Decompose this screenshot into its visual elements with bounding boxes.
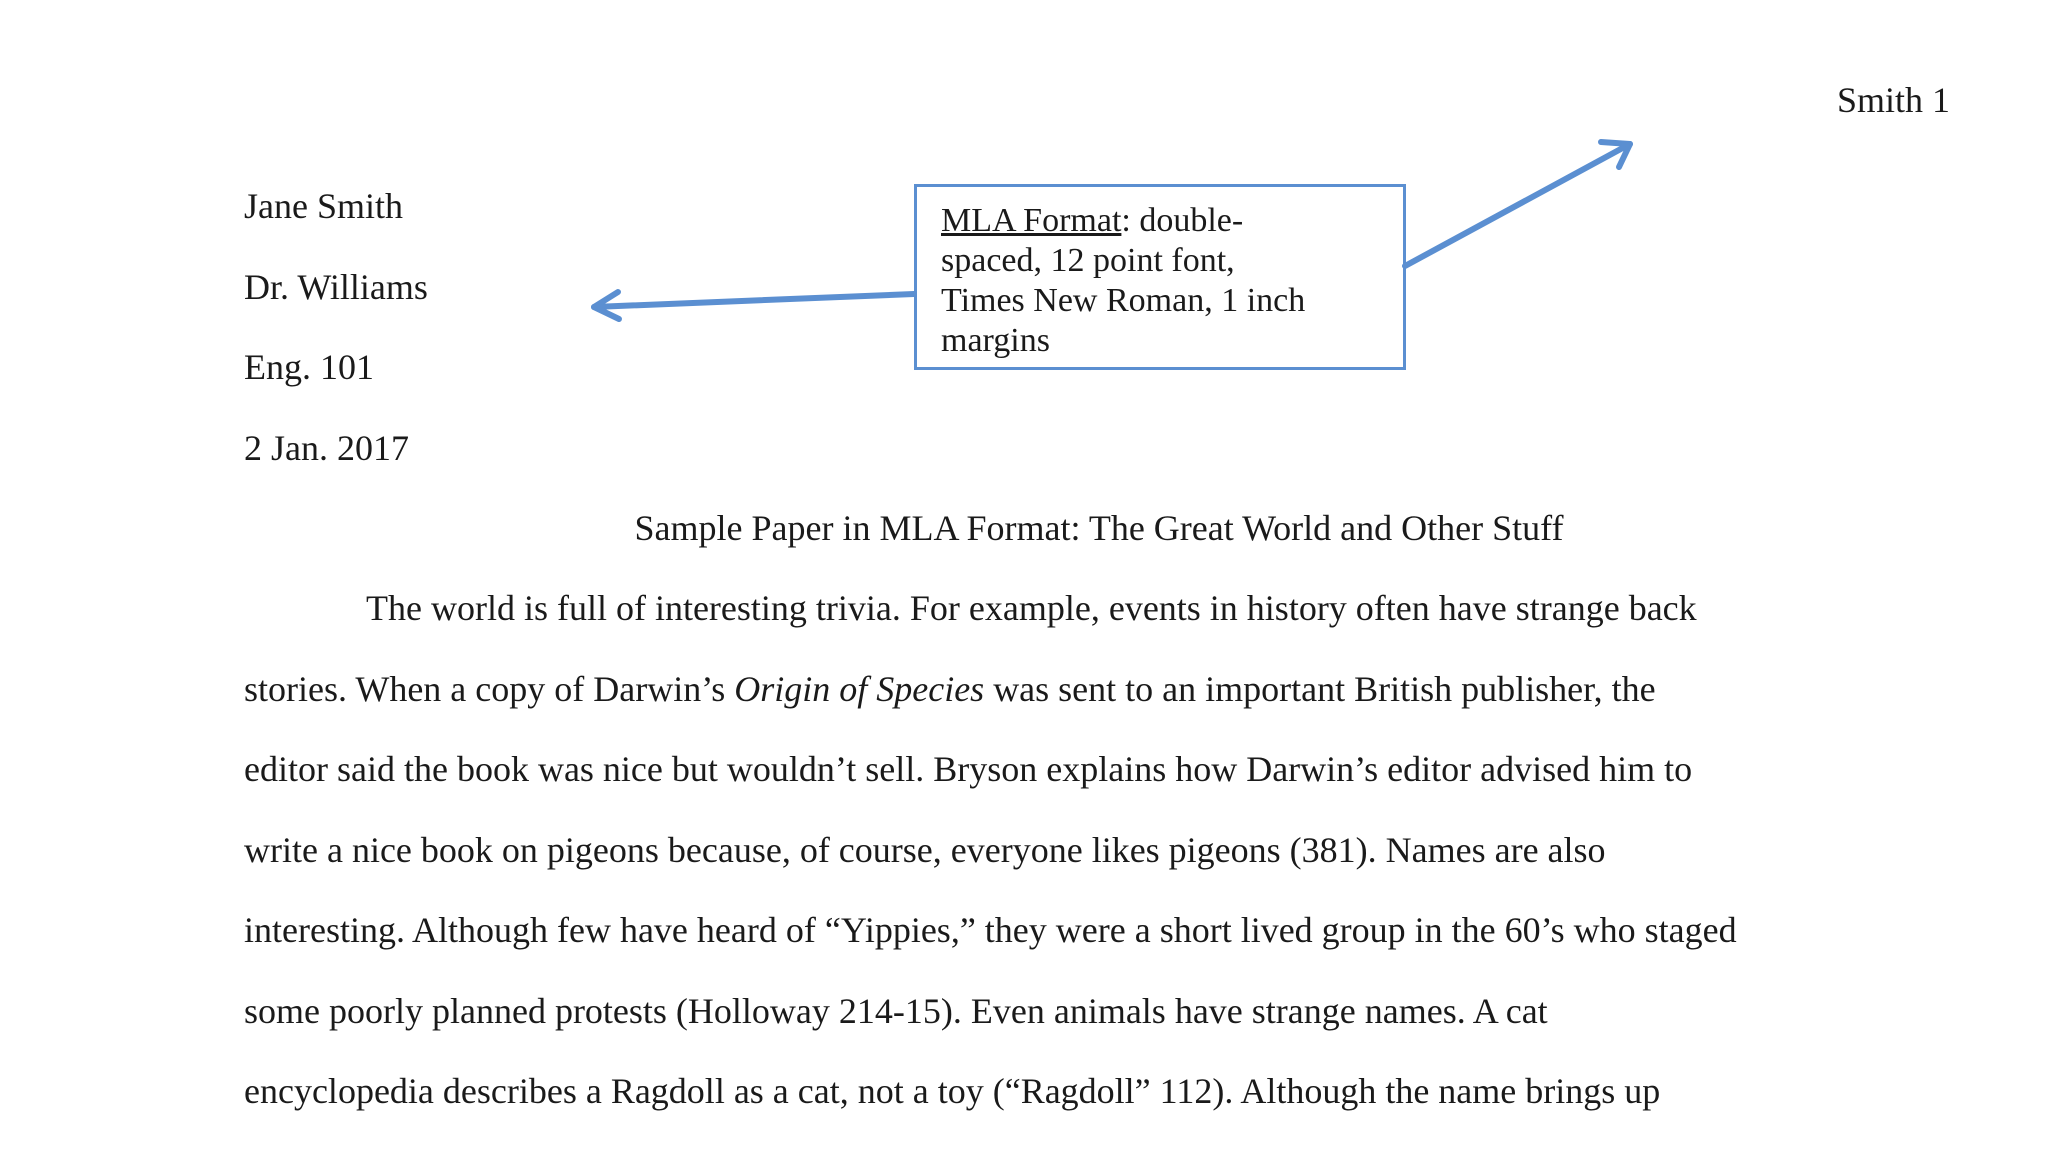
callout-line-1-rest: : double- (1121, 202, 1244, 239)
body-line: The world is full of interesting trivia. For example, events in history often have strange back (366, 588, 1697, 628)
body-line (244, 668, 1964, 752)
paper-title: Sample Paper in MLA Format: The Great World and Other Stuff (634, 508, 1564, 548)
callout-line-1 (941, 201, 1379, 241)
course-name: Eng. 101 (244, 347, 374, 387)
author-name: Jane Smith (244, 186, 403, 226)
callout-line-4: margins (941, 322, 1050, 359)
body-text: was sent to an important British publisher, the (984, 668, 1656, 709)
body-line: write a nice book on pigeons because, of course, everyone likes pigeons (381). Names are also (244, 829, 1606, 870)
mla-format-callout (914, 184, 1406, 370)
paper-date: 2 Jan. 2017 (244, 427, 409, 468)
body-line: editor said the book was nice but wouldn’t sell. Bryson explains how Darwin’s editor advised him to (244, 749, 1693, 789)
paper-body (244, 590, 1964, 1154)
book-title: Origin of Species (734, 668, 985, 709)
body-line: encyclopedia describes a Ragdoll as a cat, not a toy (“Ragdoll” 112). Although the name brings up (244, 1071, 1661, 1111)
callout-title: MLA Format (941, 202, 1122, 239)
callout-line-3: Times New Roman, 1 inch (941, 282, 1306, 319)
heading-block (244, 188, 428, 510)
body-line: interesting. Although few have heard of “Yippies,” they were a short lived group in the 60’s who staged (244, 910, 1737, 950)
body-text: stories. When a copy of Darwin’s (244, 668, 735, 709)
arrow-left-icon (594, 292, 914, 319)
callout-line-2: spaced, 12 point font, (941, 242, 1235, 279)
body-line: some poorly planned protests (Holloway 214-15). Even animals have strange names. A cat (244, 990, 1548, 1031)
instructor-name: Dr. Williams (244, 266, 428, 307)
running-header: Smith 1 (1836, 80, 1950, 120)
arrow-right-icon (1405, 142, 1630, 266)
